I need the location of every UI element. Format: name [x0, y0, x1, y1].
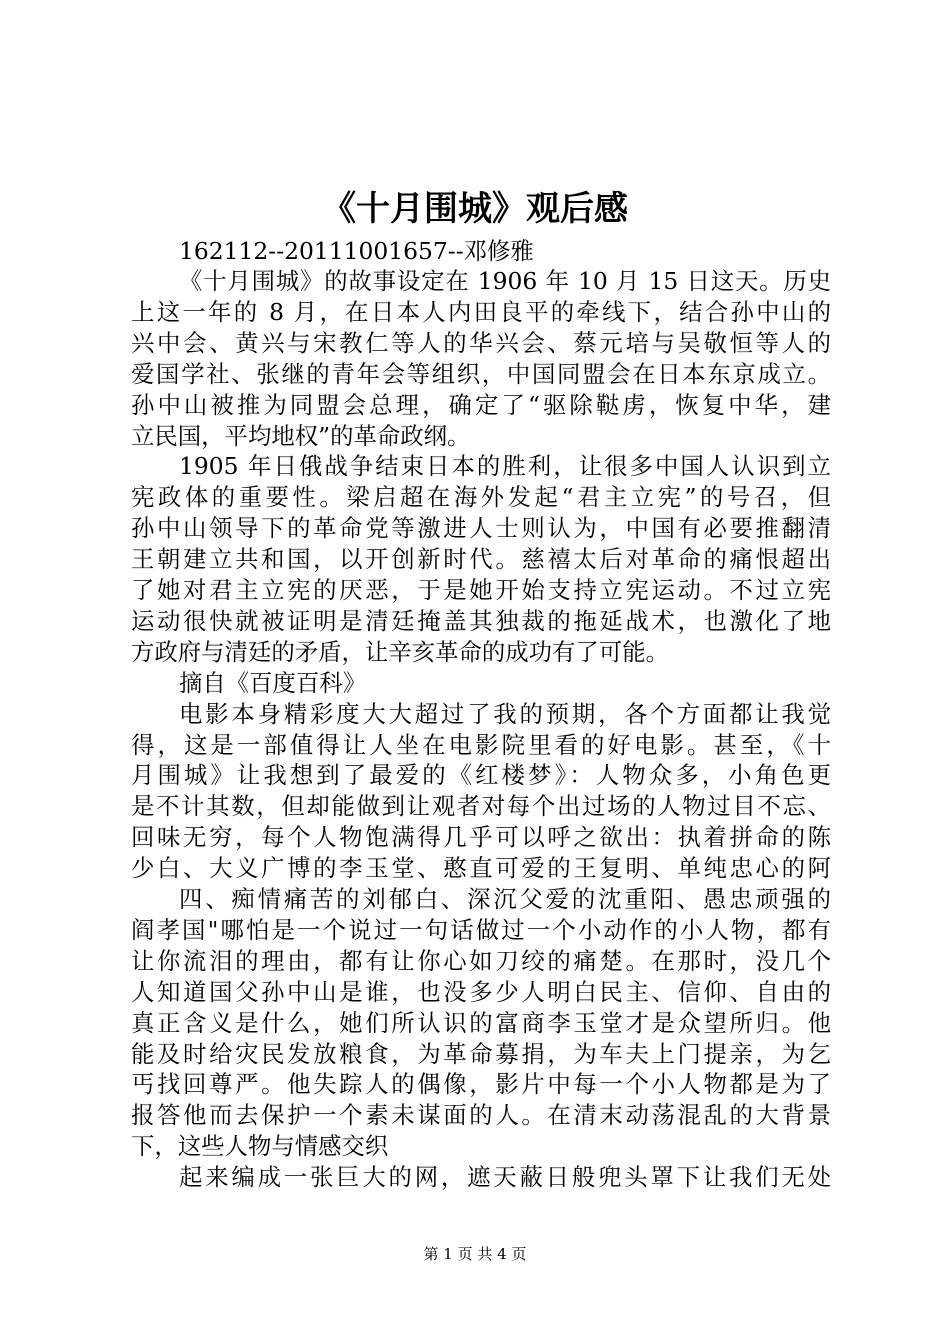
body-line: 宪政体的重要性。梁启超在海外发起“君主立宪”的号召，但 — [131, 483, 831, 512]
body-line: 兴中会、黄兴与宋教仁等人的华兴会、蔡元培与吴敬恒等人的 — [131, 328, 831, 357]
body-line: 1905 年日俄战争结束日本的胜利，让很多中国人认识到立 — [179, 452, 831, 481]
body-line: 是不计其数，但却能做到让观者对每个出过场的人物过目不忘、 — [131, 792, 831, 821]
body-line: 爱国学社、张继的青年会等组织，中国同盟会在日本东京成立。 — [131, 359, 831, 388]
body-line: 丐找回尊严。他失踪人的偶像，影片中每一个小人物都是为了 — [131, 1070, 831, 1099]
body-line: 回味无穷，每个人物饱满得几乎可以呼之欲出：执着拼命的陈 — [131, 823, 831, 852]
body-line: 月围城》让我想到了最爱的《红楼梦》：人物众多，小角色更 — [131, 761, 831, 790]
body-line: 运动很快就被证明是清廷掩盖其独裁的拖延战术，也激化了地 — [131, 606, 831, 635]
body-line: 起来编成一张巨大的网，遮天蔽日般兜头罩下让我们无处 — [179, 1163, 831, 1192]
body-line: 摘自《百度百科》 — [179, 668, 367, 697]
body-line: 孙中山领导下的革命党等激进人士则认为，中国有必要推翻清 — [131, 514, 831, 543]
body-line: 得，这是一部值得让人坐在电影院里看的好电影。甚至，《十 — [131, 730, 831, 759]
body-line: 少白、大义广博的李玉堂、憨直可爱的王复明、单纯忠心的阿 — [131, 854, 831, 883]
body-line: 上这一年的 8 月，在日本人内田良平的牵线下，结合孙中山的 — [131, 297, 831, 326]
body-line: 电影本身精彩度大大超过了我的预期，各个方面都让我觉 — [179, 699, 831, 728]
body-line: 了她对君主立宪的厌恶，于是她开始支持立宪运动。不过立宪 — [131, 576, 831, 604]
body-line: 真正含义是什么，她们所认识的富商李玉堂才是众望所归。他 — [131, 1008, 831, 1037]
body-line: 立民国，平均地权”的革命政纲。 — [131, 421, 471, 450]
body-line: 方政府与清廷的矛盾，让辛亥革命的成功有了可能。 — [131, 637, 669, 666]
body-line: 孙中山被推为同盟会总理，确定了“驱除鞑虏，恢复中华，建 — [131, 390, 831, 419]
body-line: 阎孝国"哪怕是一个说过一句话做过一个小动作的小人物，都有 — [131, 915, 831, 944]
body-line: 能及时给灾民发放粮食，为革命募捐，为车夫上门提亲，为乞 — [131, 1039, 831, 1068]
body-line: 让你流泪的理由，都有让你心如刀绞的痛楚。在那时，没几个 — [131, 946, 831, 975]
body-line: 四、痴情痛苦的刘郁白、深沉父爱的沈重阳、愚忠顽强的 — [179, 885, 831, 913]
body-line: 王朝建立共和国，以开创新时代。慈禧太后对革命的痛恨超出 — [131, 545, 831, 574]
document-title: 《十月围城》观后感 — [322, 189, 628, 229]
body-line: 下，这些人物与情感交织 — [131, 1132, 389, 1161]
body-line: 人知道国父孙中山是谁，也没多少人明白民主、信仰、自由的 — [131, 977, 831, 1006]
body-line: 《十月围城》的故事设定在 1906 年 10 月 15 日这天。历史 — [179, 267, 831, 295]
page-footer: 第 1 页 共 4 页 — [423, 1245, 527, 1263]
byline: 162112--20111001657--邓修雅 — [179, 237, 534, 265]
body-line: 报答他而去保护一个素未谋面的人。在清末动荡混乱的大背景 — [131, 1101, 831, 1130]
